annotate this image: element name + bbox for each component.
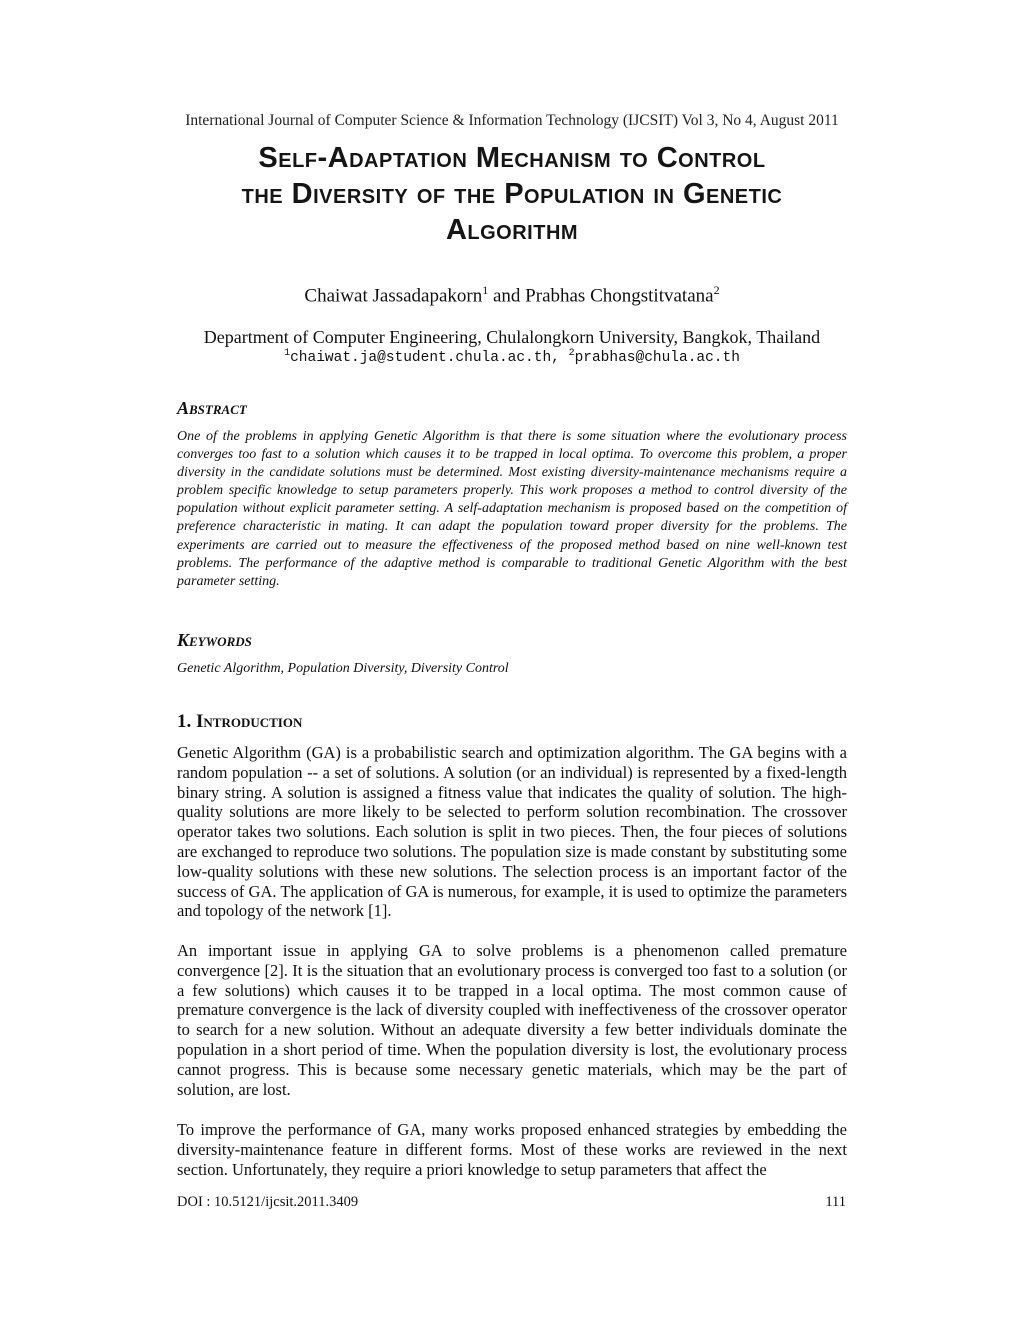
title-line-3: Algorithm (445, 214, 579, 246)
title-line-2: the Diversity of the Population in Genetic (241, 178, 783, 210)
journal-header: International Journal of Computer Science & Information Technology (IJCSIT) Vol 3, No 4, August 2011 (185, 112, 839, 129)
author-2-sup: 2 (713, 283, 720, 297)
intro-paragraph-2: An important issue in applying GA to solve problems is a phenomenon called premature convergence [2]. It is the situation that an evolutionary process is converged too fast to a solution (or a few solutions) which causes it to be trapped in a local optima. The most common cause of premature convergence is the lack of diversity coupled with ineffectiveness of the crossover operator to search for a new solution. Without an adequate diversity a few better individuals dominate the population in a short period of time. When the population diversity is lost, the evolutionary process cannot progress. This is because some necessary genetic materials, which may be the part of solution, are lost. (177, 941, 847, 1099)
keywords-heading: Keywords (177, 630, 252, 650)
footer-doi: DOI : 10.5121/ijcsit.2011.3409 (177, 1194, 359, 1210)
author-connector: and (488, 285, 526, 307)
author-line (0, 283, 1024, 307)
title-line-1: Self-Adaptation Mechanism to Control (258, 142, 766, 174)
intro-paragraph-1: Genetic Algorithm (GA) is a probabilistic search and optimization algorithm. The GA begins with a random population -- a set of solutions. A solution (or an individual) is represented by a fixed-length binary string. A solution is assigned a fitness value that indicates the quality of solution. The high-quality solutions are more likely to be selected to perform solution recombination. The crossover operator takes two solutions. Each solution is split in two pieces. Then, the four pieces of solutions are exchanged to reproduce two solutions. The population size is made constant by substituting some low-quality solutions with these new solutions. The selection process is an important factor of the success of GA. The application of GA is numerous, for example, it is used to optimize the parameters and topology of the network [1]. (177, 743, 847, 921)
email-2: prabhas@chula.ac.th (574, 349, 740, 366)
page-number: 111 (825, 1194, 846, 1210)
author-1-name: Chaiwat Jassadapakorn (304, 285, 483, 307)
introduction-heading: 1. Introduction (177, 711, 303, 732)
affiliation: Department of Computer Engineering, Chulalongkorn University, Bangkok, Thailand (203, 327, 821, 347)
paper-title (120, 140, 904, 248)
abstract-text: One of the problems in applying Genetic Algorithm is that there is some situation where the evolutionary process converges too fast to a solution which causes it to be trapped in local optima. To overcome this problem, a proper diversity in the candidate solutions must be determined. Most existing diversity-maintenance mechanisms require a problem specific knowledge to setup parameters properly. This work proposes a method to control diversity of the population without explicit parameter setting. A self-adaptation mechanism is proposed based on the competition of preference characteristic in mating. It can adapt the population toward proper diversity for the problems. The experiments are carried out to measure the effectiveness of the proposed method based on nine well-known test problems. The performance of the adaptive method is comparable to traditional Genetic Algorithm with the best parameter setting. (177, 429, 847, 589)
abstract-heading: Abstract (177, 398, 247, 418)
email-line (0, 348, 1024, 366)
author-2-name: Prabhas Chongstitvatana (525, 285, 714, 307)
keywords-text: Genetic Algorithm, Population Diversity, Diversity Control (177, 661, 509, 676)
email-1: chaiwat.ja@student.chula.ac.th, (290, 349, 560, 366)
email-1-sup: 1 (284, 348, 291, 359)
email-2-sup: 2 (568, 348, 575, 359)
intro-paragraph-3: To improve the performance of GA, many works proposed enhanced strategies by embedding the diversity-maintenance feature in different forms. Most of these works are reviewed in the next section. Unfortunately, they require a priori knowledge to setup parameters that affect the (177, 1120, 847, 1179)
author-1-sup: 1 (482, 283, 489, 297)
